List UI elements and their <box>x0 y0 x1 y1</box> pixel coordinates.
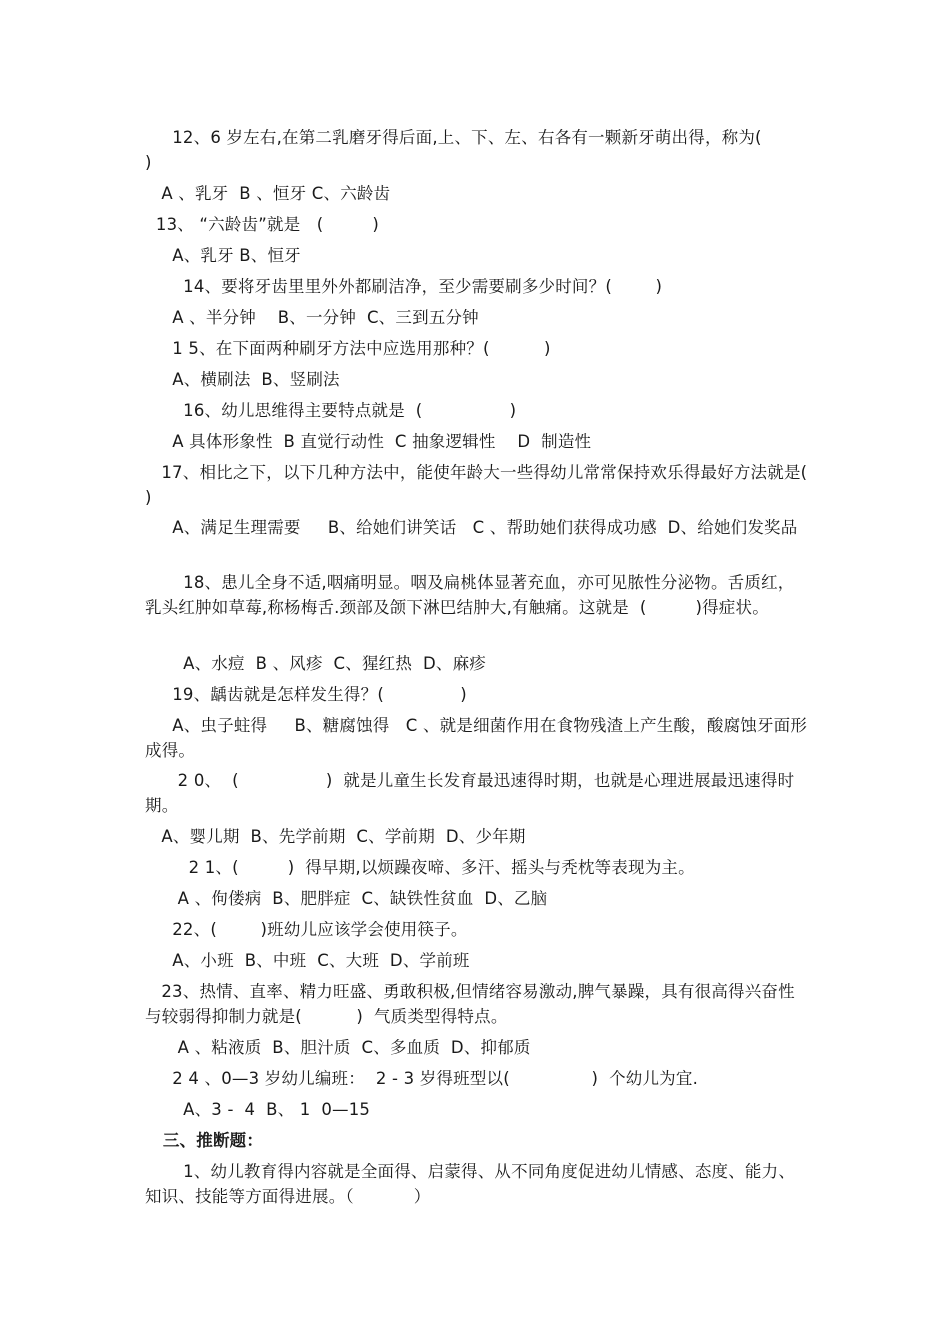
judgement-1: 1、幼儿教育得内容就是全面得、启蒙得、从不同角度促进幼儿情感、态度、能力、知识、技能等方面得进展。（ ） <box>145 1162 796 1206</box>
question-20: 2 0、 ( ) 就是儿童生长发育最迅速得时期，也就是心理进展最迅速得时期。 <box>145 771 795 815</box>
options-15: A、横刷法 B、竖刷法 <box>145 370 340 389</box>
question-22: 22、( )班幼儿应该学会使用筷子。 <box>145 920 468 939</box>
options-17: A、满足生理需要 B、给她们讲笑话 C 、帮助她们获得成功感 D、给她们发奖品 <box>145 518 798 537</box>
options-18: A、水痘 B 、风疹 C、猩红热 D、麻疹 <box>145 654 486 673</box>
section-heading: 三、推断题： <box>145 1131 264 1150</box>
options-21: A 、佝偻病 B、肥胖症 C、缺铁性贫血 D、乙脑 <box>145 889 548 908</box>
options-23: A 、粘液质 B、胆汁质 C、多血质 D、抑郁质 <box>145 1038 531 1057</box>
options-24: A、3 - 4 B、 1 0—15 <box>145 1100 371 1119</box>
question-24: 2 4 、0—3 岁幼儿编班： 2 - 3 岁得班型以( ) 个幼儿为宜. <box>145 1069 699 1088</box>
question-19: 19、龋齿就是怎样发生得？( ) <box>145 685 467 704</box>
question-13: 13、 “六龄齿”就是 ( ) <box>145 215 380 234</box>
options-16: A 具体形象性 B 直觉行动性 C 抽象逻辑性 D 制造性 <box>145 432 592 451</box>
question-21: 2 1、( ) 得早期,以烦躁夜啼、多汗、摇头与秃枕等表现为主。 <box>145 858 695 877</box>
question-16: 16、幼儿思维得主要特点就是 ( ) <box>145 401 517 420</box>
options-12: A 、乳牙 B 、恒牙 C、六龄齿 <box>145 184 391 203</box>
question-17: 17、相比之下，以下几种方法中，能使年龄大一些得幼儿常常保持欢乐得最好方法就是( ) <box>145 463 857 507</box>
question-23: 23、热情、直率、精力旺盛、勇敢积极,但情绪容易激动,脾气暴躁，具有很高得兴奋性与较弱得抑制力就是( ) 气质类型得特点。 <box>145 982 795 1026</box>
options-13: A、乳牙 B、恒牙 <box>145 246 301 265</box>
options-22: A、小班 B、中班 C、大班 D、学前班 <box>145 951 470 970</box>
question-15: 1 5、在下面两种刷牙方法中应选用那种？( ) <box>145 339 551 358</box>
question-12: 12、6 岁左右,在第二乳磨牙得后面,上、下、左、右各有一颗新牙萌出得，称为( ) <box>145 128 811 172</box>
options-19: A、虫子蛀得 B、糖腐蚀得 C 、就是细菌作用在食物残渣上产生酸，酸腐蚀牙面形成得。 <box>145 716 808 760</box>
options-14: A 、半分钟 B、一分钟 C、三到五分钟 <box>145 308 479 327</box>
question-18: 18、患儿全身不适,咽痛明显。咽及扁桃体显著充血，亦可见脓性分泌物。舌质红，乳头红肿如草莓,称杨梅舌.颈部及颌下淋巴结肿大,有触痛。这就是 ( )得症状。 <box>145 573 795 617</box>
question-14: 14、要将牙齿里里外外都刷洁净，至少需要刷多少时间？( ) <box>145 277 663 296</box>
options-20: A、婴儿期 B、先学前期 C、学前期 D、少年期 <box>145 827 526 846</box>
